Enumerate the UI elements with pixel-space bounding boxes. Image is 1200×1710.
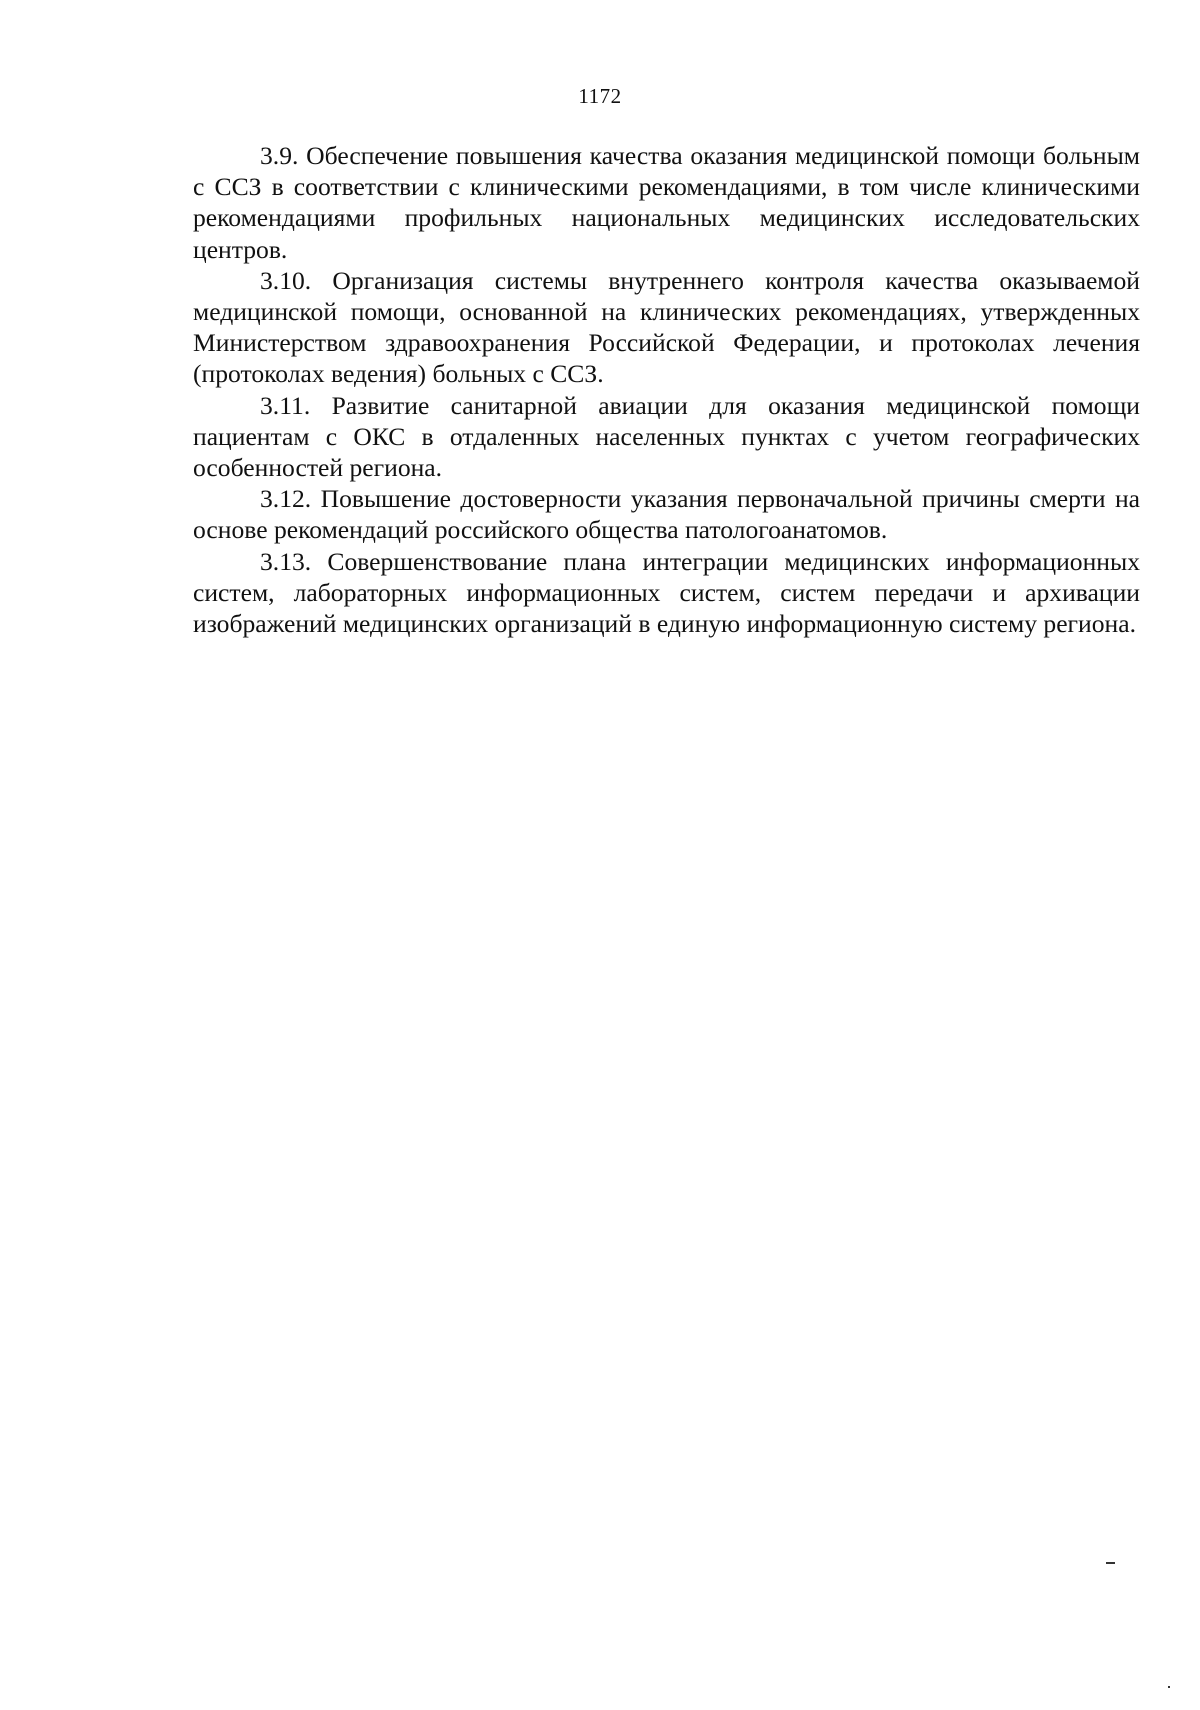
paragraph-3-12: 3.12. Повышение достоверности указания первоначальной причины смерти на основе рекомендаций российского общества патологоанатомов. — [193, 484, 1140, 545]
paragraph-3-13: 3.13. Совершенствование плана интеграции медицинских информационных систем, лабораторных информационных систем, систем передачи и архивации изображений медицинских организаций в единую информационную систему региона. — [193, 546, 1140, 639]
paragraph-3-9: 3.9. Обеспечение повышения качества оказания медицинской помощи больным с ССЗ в соответствии с клиническими рекомендациями, в том числе клиническими рекомендациями профильных национальных медицинских исследовательских центров. — [193, 141, 1140, 264]
scan-dash-mark — [1106, 1562, 1115, 1564]
scan-dot-mark — [1168, 1686, 1170, 1688]
paragraph-3-10: 3.10. Организация системы внутреннего контроля качества оказываемой медицинской помощи, основанной на клинических рекомендациях, утвержденных Министерством здравоохранения Российской Федерации, и протоколах лечения (протоколах ведения) больных с ССЗ. — [193, 265, 1140, 389]
paragraph-3-11: 3.11. Развитие санитарной авиации для оказания медицинской помощи пациентам с ОКС в отдаленных населенных пунктах с учетом географических особенностей региона. — [193, 390, 1140, 483]
document-body — [193, 140, 1140, 639]
page-number: 1172 — [578, 84, 622, 108]
